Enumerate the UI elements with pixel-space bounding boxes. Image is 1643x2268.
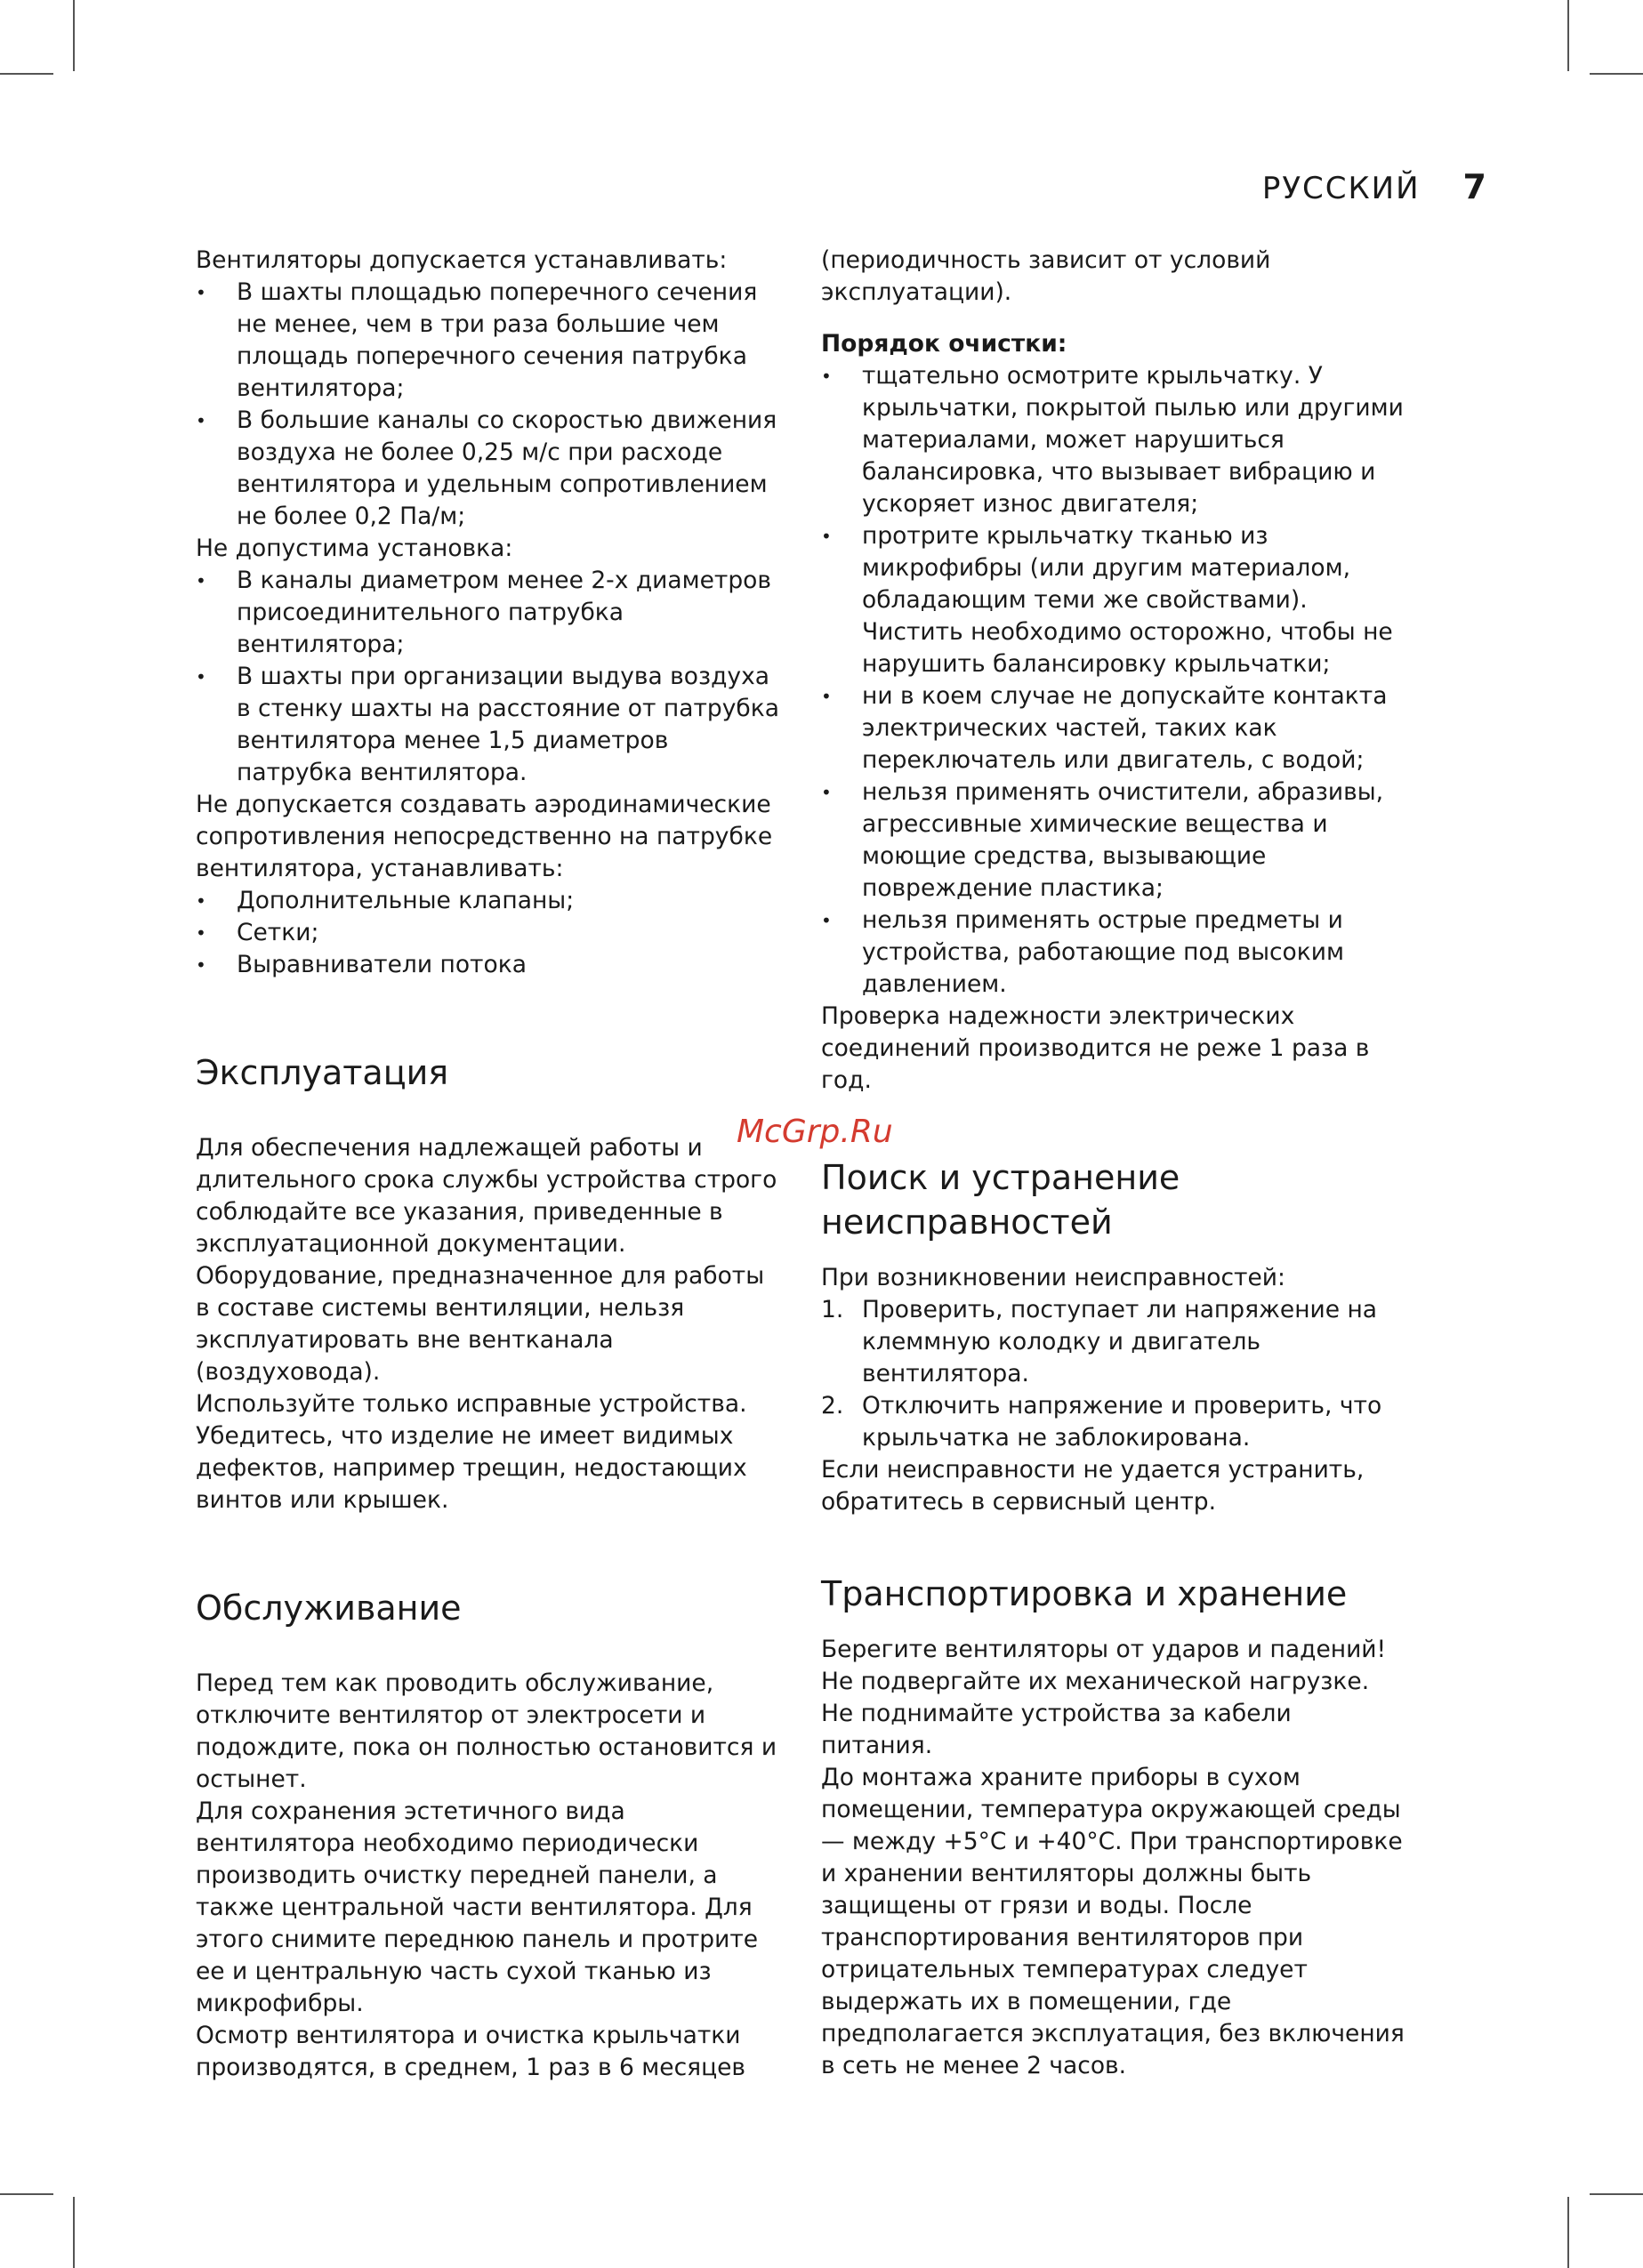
paragraph: Проверка надежности электрических соединений производится не реже 1 раза в год. xyxy=(821,1002,1370,1094)
paragraph: Для сохранения эстетичного вида вентилятора необходимо периодически производить очистку передней панели, а также центральной части вентилятора. Для этого снимите переднюю панель и протрите ее и центральную часть сухой тканью из микрофибры. xyxy=(196,1798,759,2017)
paragraph: Не поднимайте устройства за кабели питания. xyxy=(821,1700,1292,1759)
list-item: • Сетки; xyxy=(196,917,783,949)
paragraph: Для обеспечения надлежащей работы и длительного срока службы устройства строго соблюдайте все указания, приведенные в эксплуатационной документации. xyxy=(196,1134,777,1258)
list-number: 1. xyxy=(821,1296,844,1323)
numbered-list xyxy=(821,1294,1408,1454)
list-item: • В большие каналы со скоростью движения воздуха не более 0,25 м/с при расходе вентилятора и удельным сопротивлением не более 0,2 Па/м; xyxy=(196,405,783,533)
list-number: 2. xyxy=(821,1392,844,1420)
paragraph: Осмотр вентилятора и очистка крыльчатки производятся, в среднем, 1 раз в 6 месяцев xyxy=(196,2022,746,2081)
section-heading-transport: Транспортировка и хранение xyxy=(821,1574,1348,1613)
list-item: • Дополнительные клапаны; xyxy=(196,885,783,917)
section-heading-troubleshooting: Поиск и устранение неисправностей xyxy=(821,1158,1180,1242)
list-item: • ни в коем случае не допускайте контакта электрических частей, таких как переключатель или двигатель, с водой; xyxy=(821,680,1408,776)
page-number: 7 xyxy=(1462,167,1486,206)
list-item xyxy=(821,1390,1408,1454)
list-item: • В шахты площадью поперечного сечения не менее, чем в три раза большие чем площадь поперечного сечения патрубка вентилятора; xyxy=(196,277,783,405)
paragraph: Берегите вентиляторы от ударов и падений! xyxy=(821,1636,1387,1663)
bullet-list xyxy=(821,360,1408,1001)
crop-mark xyxy=(73,2197,75,2268)
paragraph: Не допустима установка: xyxy=(196,535,513,562)
crop-mark xyxy=(1567,2197,1569,2268)
bullet-list xyxy=(196,277,783,533)
subheading-cleaning: Порядок очистки: xyxy=(821,330,1067,358)
page-header xyxy=(1262,167,1486,206)
paragraph: (периодичность зависит от условий эксплуатации). xyxy=(821,246,1271,306)
crop-mark xyxy=(1567,0,1569,71)
left-column xyxy=(196,245,783,2084)
list-item: • нельзя применять очистители, абразивы, агрессивные химические вещества и моющие средства, вызывающие повреждение пластика; xyxy=(821,776,1408,905)
crop-mark xyxy=(1590,73,1643,75)
section-heading-operation: Эксплуатация xyxy=(196,1053,449,1092)
list-text: Отключить напряжение и проверить, что крыльчатка не заблокирована. xyxy=(862,1392,1382,1452)
paragraph: При возникновении неисправностей: xyxy=(821,1264,1285,1291)
paragraph: Вентиляторы допускается устанавливать: xyxy=(196,246,728,274)
list-item xyxy=(821,1294,1408,1390)
right-column xyxy=(821,245,1408,2082)
bullet-list xyxy=(196,885,783,981)
list-item: • тщательно осмотрите крыльчатку. У крыльчатки, покрытой пылью или другими материалами, может нарушиться балансировка, что вызывает вибрацию и ускоряет износ двигателя; xyxy=(821,360,1408,520)
crop-mark xyxy=(0,73,53,75)
list-text: Проверить, поступает ли напряжение на клеммную колодку и двигатель вентилятора. xyxy=(862,1296,1378,1387)
paragraph: Оборудование, предназначенное для работы в составе системы вентиляции, нельзя эксплуатировать вне вентканала (воздуховода). xyxy=(196,1262,765,1386)
crop-mark xyxy=(1590,2193,1643,2195)
paragraph: Не подвергайте их механической нагрузке. xyxy=(821,1668,1370,1695)
paragraph: Перед тем как проводить обслуживание, отключите вентилятор от электросети и подождите, пока он полностью остановится и остынет. xyxy=(196,1669,777,1793)
paragraph: Используйте только исправные устройства. Убедитесь, что изделие не имеет видимых дефектов, например трещин, недостающих винтов или крышек. xyxy=(196,1390,747,1514)
list-item: • В шахты при организации выдува воздуха в стенку шахты на расстояние от патрубка вентилятора менее 1,5 диаметров патрубка вентилятора. xyxy=(196,661,783,789)
list-item: • Выравниватели потока xyxy=(196,949,783,981)
list-item: • В каналы диаметром менее 2-х диаметров присоединительного патрубка вентилятора; xyxy=(196,565,783,661)
bullet-list xyxy=(196,565,783,789)
paragraph: Если неисправности не удается устранить, обратитесь в сервисный центр. xyxy=(821,1456,1365,1516)
paragraph: Не допускается создавать аэродинамические сопротивления непосредственно на патрубке вентилятора, устанавливать: xyxy=(196,791,773,882)
crop-mark xyxy=(73,0,75,71)
paragraph: До монтажа храните приборы в сухом помещении, температура окружающей среды — между +5°C и +40°C. При транспортировке и хранении вентиляторы должны быть защищены от грязи и воды. После транспортирования вентиляторов при отрицательных температурах следует выдержать их в помещении, где предполагается эксплуатация, без включения в сеть не менее 2 часов. xyxy=(821,1764,1405,2079)
list-item: • нельзя применять острые предметы и устройства, работающие под высоким давлением. xyxy=(821,905,1408,1001)
crop-mark xyxy=(0,2193,53,2195)
watermark: McGrp.Ru xyxy=(737,1114,893,1150)
language-label: РУССКИЙ xyxy=(1261,171,1421,206)
section-heading-service: Обслуживание xyxy=(196,1588,462,1628)
list-item: • протрите крыльчатку тканью из микрофибры (или другим материалом, обладающим теми же свойствами). Чистить необходимо осторожно, чтобы не нарушить балансировку крыльчатки; xyxy=(821,520,1408,680)
